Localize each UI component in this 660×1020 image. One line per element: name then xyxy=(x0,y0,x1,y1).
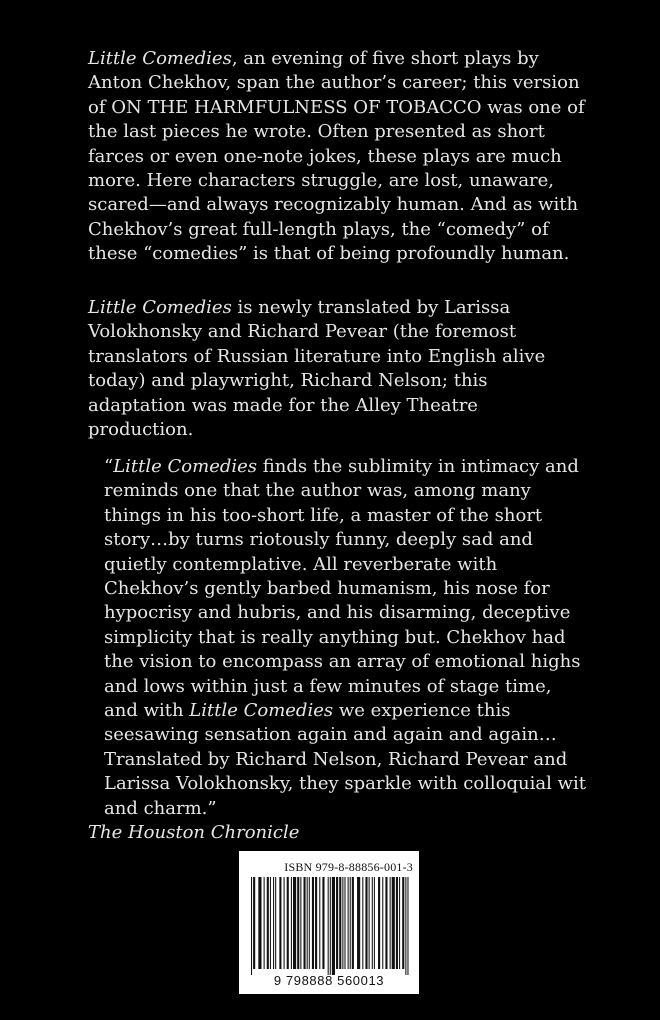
barcode-bar xyxy=(348,877,349,969)
book-title: Little Comedies xyxy=(189,700,334,722)
review-text-end: we experience this seesawing sensation again and again and again… Translated by Richard Nelson, Richard Pevear and Larissa Volokhonsky, they sparkle with colloquial wit and charm.” xyxy=(104,700,587,819)
barcode-bar xyxy=(402,877,404,969)
barcode-bar xyxy=(352,877,354,969)
barcode-bar xyxy=(300,877,301,969)
barcode-bar xyxy=(258,877,261,969)
barcode-bar xyxy=(279,877,281,969)
book-title: Little Comedies xyxy=(113,456,258,477)
barcode-bar xyxy=(284,877,285,969)
barcode-bar xyxy=(385,877,387,969)
review-source: The Houston Chronicle xyxy=(88,822,300,844)
barcode-bar xyxy=(328,877,329,975)
barcode-panel xyxy=(239,851,419,994)
barcode-bar xyxy=(322,877,324,969)
barcode-bar xyxy=(362,877,363,969)
barcode-bar xyxy=(357,877,360,969)
blurb-paragraph-2 xyxy=(88,296,588,442)
barcode-bar xyxy=(399,877,400,969)
barcode-bar xyxy=(369,877,370,969)
barcode-bar xyxy=(332,877,335,975)
barcode-bar xyxy=(251,877,252,975)
barcode-bar xyxy=(396,877,398,969)
barcode-bar xyxy=(319,877,320,969)
review-quote xyxy=(88,455,588,846)
barcode-bar xyxy=(297,877,299,969)
barcode-bar xyxy=(304,877,306,969)
barcode-bar xyxy=(339,877,341,969)
barcode-bar xyxy=(372,877,373,969)
barcode-bar xyxy=(287,877,289,969)
barcode-bar xyxy=(342,877,343,969)
isbn-label: ISBN 979-8-88856-001-3 xyxy=(284,860,413,874)
book-title: Little Comedies xyxy=(88,48,232,69)
barcode-bar xyxy=(330,877,331,975)
barcode-bar xyxy=(273,877,274,969)
barcode-bar xyxy=(405,877,406,975)
barcode-bar xyxy=(350,877,351,969)
barcode-bar xyxy=(390,877,391,969)
open-quote-mark: “ xyxy=(104,456,114,477)
book-title: Little Comedies xyxy=(88,297,232,318)
barcode-bars xyxy=(251,877,411,975)
barcode-bar xyxy=(309,877,310,969)
barcode-bar xyxy=(392,877,395,969)
barcode-bar xyxy=(293,877,296,969)
barcode-bar xyxy=(365,877,367,969)
barcode-bar xyxy=(374,877,375,969)
translation-text: is newly translated by Larissa Volokhonsky and Richard Pevear (the foremost translators of Russian literature into English alive today) and playwright, Richard Nelson; this adaptation was made for the Alley Theatre production. xyxy=(88,297,546,441)
barcode-number: 9 798888 560013 xyxy=(273,973,385,988)
barcode-bar xyxy=(312,877,314,969)
barcode-bar xyxy=(336,877,338,969)
barcode-bar xyxy=(382,877,383,969)
barcode-bar xyxy=(267,877,269,969)
barcode-bar xyxy=(307,877,308,969)
review-text: finds the sublimity in intimacy and reminds one that the author was, among many things in his too-short life, a master of the short story…by turns riotously funny, deeply sad and quietly contemplative. All reverberate with Chekhov’s gently barbed humanism, his nose for hypocrisy and hubris, and his disarming, deceptive simplicity that is really anything but. Chekhov had the vision to encompass an array of emotional highs and lows within just a few minutes of stage time, and with xyxy=(104,456,581,722)
barcode-bar xyxy=(291,877,292,969)
barcode-bar xyxy=(344,877,345,969)
blurb-paragraph-1 xyxy=(88,47,588,267)
blurb-text: , an evening of five short plays by Anton Chekhov, span the author’s career; this version of ON THE HARMFULNESS OF TOBACCO was one of the last pieces he wrote. Often presented as short farces or even one-note jokes, these plays are much more. Here characters struggle, are lost, unaware, scared—and always recognizably human. And as with Chekhov’s great full-length plays, the “comedy” of these “comedies” is that of being profoundly human. xyxy=(88,48,585,265)
barcode-bar xyxy=(253,877,255,969)
barcode-bar xyxy=(407,877,408,975)
barcode-bar xyxy=(315,877,317,969)
barcode-bar xyxy=(275,877,276,969)
barcode-bar xyxy=(378,877,380,969)
barcode-bar xyxy=(264,877,265,969)
barcode-bar xyxy=(270,877,271,969)
